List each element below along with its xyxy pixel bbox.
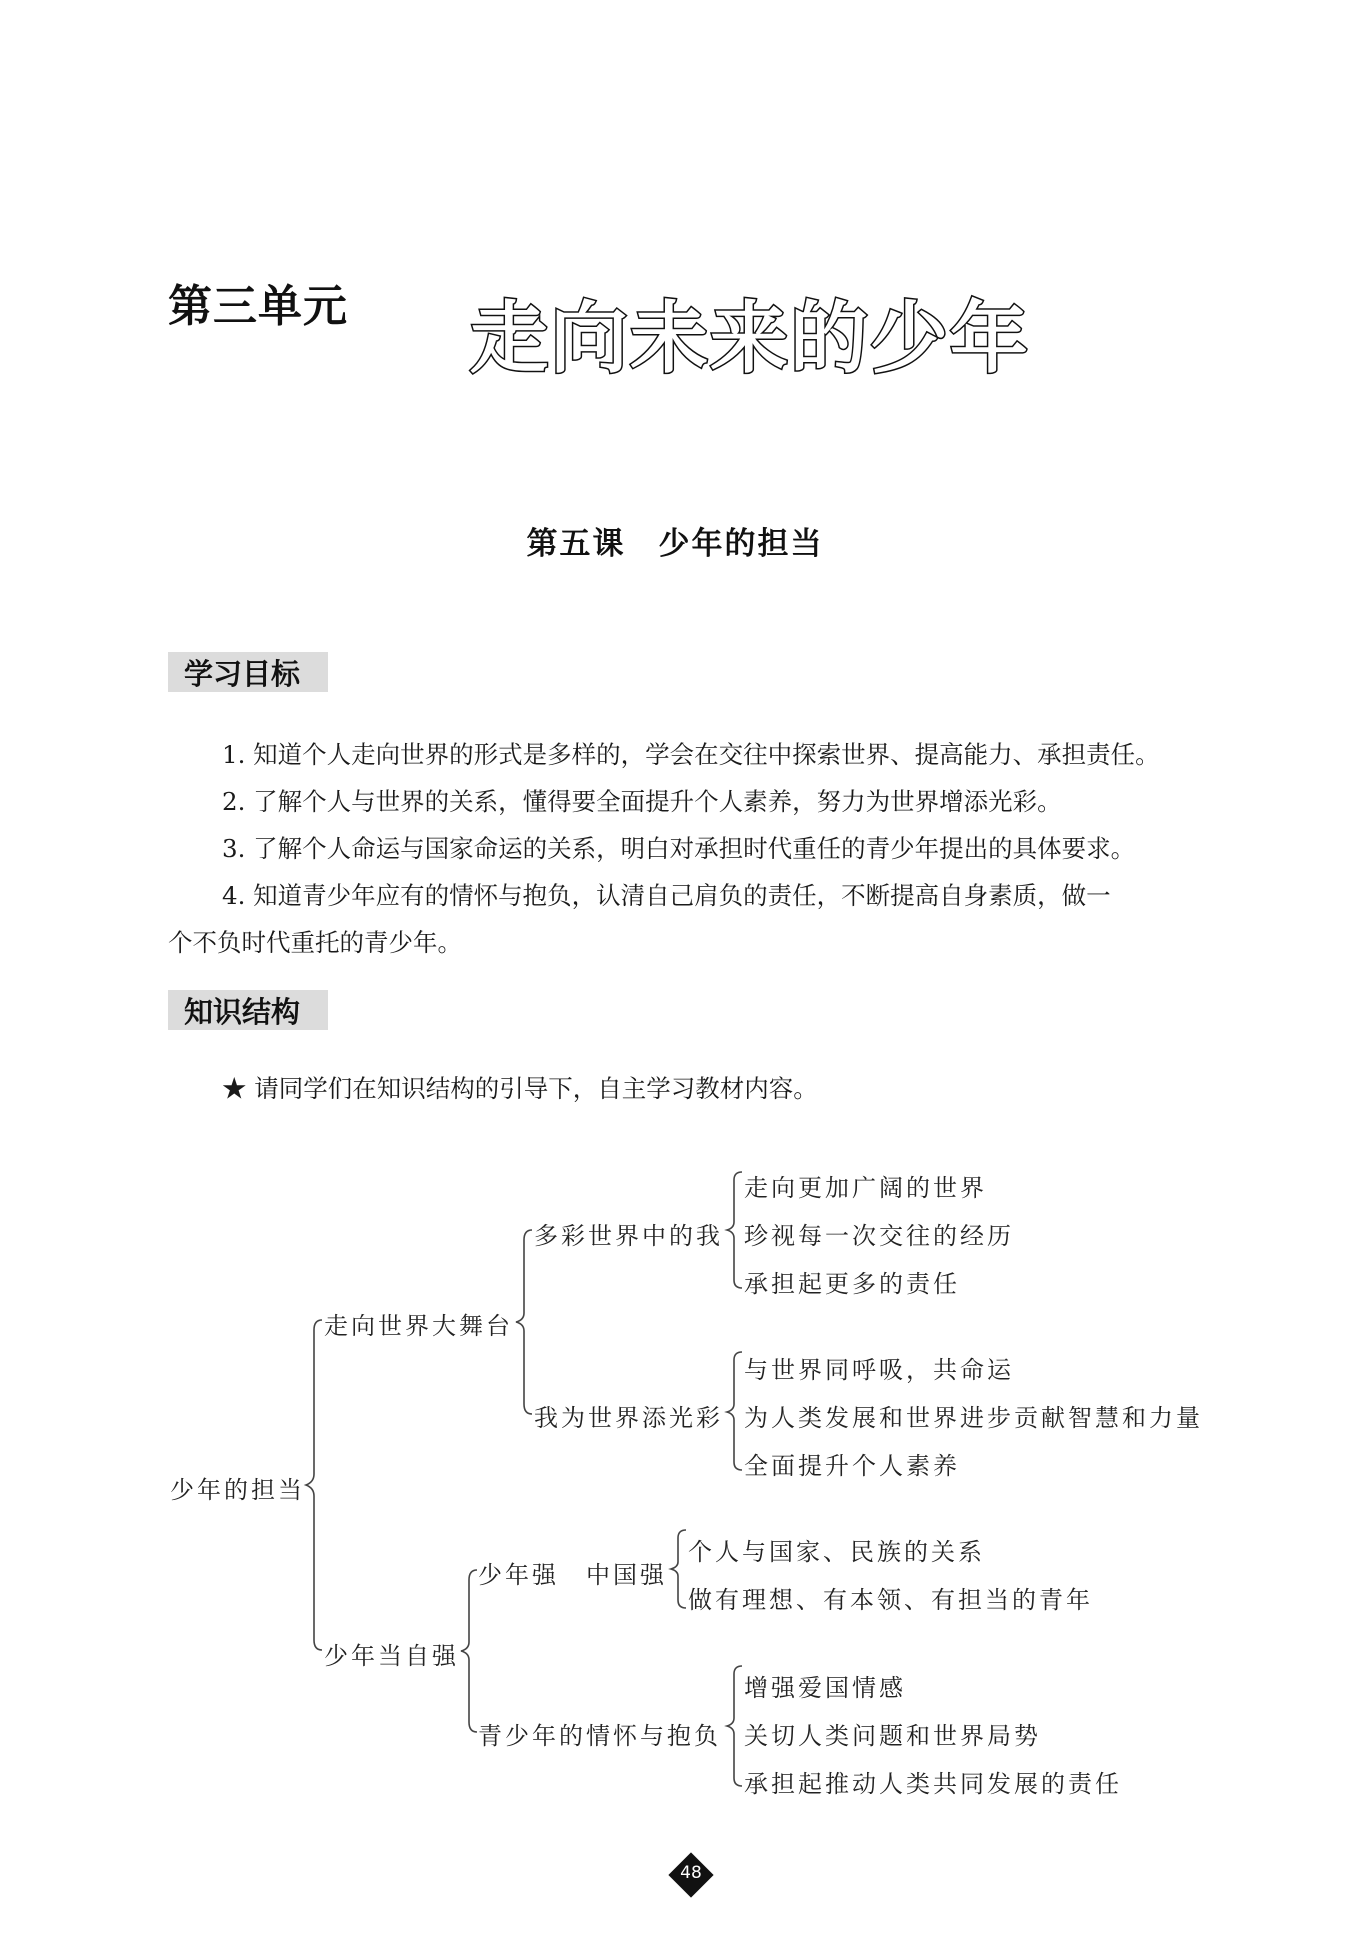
sub-2-label: 我为世界添光彩	[534, 1404, 723, 1432]
leaf-1-1: 走向更加广阔的世界	[744, 1174, 987, 1202]
leaf-3-1: 个人与国家、民族的关系	[688, 1538, 985, 1566]
objective-item-2: 2. 了解个人与世界的关系，懂得要全面提升个人素养，努力为世界增添光彩。	[222, 787, 1062, 816]
branch-2-bracket	[461, 1570, 477, 1732]
root-bracket	[306, 1320, 322, 1650]
page-number-badge	[668, 1852, 714, 1898]
sub-4-label: 青少年的情怀与抱负	[478, 1722, 721, 1750]
page-number: 48	[680, 1863, 702, 1883]
branch-1-label: 走向世界大舞台	[324, 1312, 513, 1340]
sub-2-bracket	[727, 1352, 742, 1470]
unit-title: 走向未来的少年	[470, 294, 1031, 384]
leaf-4-3: 承担起推动人类共同发展的责任	[744, 1770, 1122, 1798]
leaf-1-3: 承担起更多的责任	[744, 1270, 960, 1298]
lesson-title: 第五课 少年的担当	[526, 526, 824, 562]
sub-1-bracket	[727, 1172, 742, 1288]
structure-heading-label: 知识结构	[184, 995, 301, 1029]
leaf-2-2: 为人类发展和世界进步贡献智慧和力量	[744, 1404, 1203, 1432]
leaf-3-2: 做有理想、有本领、有担当的青年	[688, 1586, 1093, 1614]
leaf-4-1: 增强爱国情感	[744, 1674, 906, 1702]
unit-label: 第三单元	[168, 281, 348, 332]
sub-1-label: 多彩世界中的我	[534, 1222, 723, 1250]
objective-item-1: 1. 知道个人走向世界的形式是多样的，学会在交往中探索世界、提高能力、承担责任。	[222, 740, 1160, 769]
branch-2-label: 少年当自强	[324, 1642, 459, 1670]
objective-item-4: 4. 知道青少年应有的情怀与抱负，认清自己肩负的责任，不断提高自身素质，做一	[222, 881, 1111, 910]
objectives-heading-label: 学习目标	[184, 657, 301, 691]
leaf-2-1: 与世界同呼吸，共命运	[744, 1356, 1014, 1384]
tree-root: 少年的担当	[170, 1476, 305, 1504]
objective-item-4-cont: 个不负时代重托的青少年。	[168, 928, 462, 957]
objective-item-3: 3. 了解个人命运与国家命运的关系，明白对承担时代重任的青少年提出的具体要求。	[222, 834, 1136, 863]
leaf-2-3: 全面提升个人素养	[744, 1452, 960, 1480]
leaf-1-2: 珍视每一次交往的经历	[744, 1222, 1014, 1250]
sub-3-bracket	[671, 1530, 686, 1608]
branch-1-bracket	[516, 1230, 532, 1414]
sub-4-bracket	[727, 1666, 742, 1786]
structure-instruction: ★ 请同学们在知识结构的引导下，自主学习教材内容。	[222, 1074, 818, 1103]
sub-3-label: 少年强 中国强	[478, 1561, 667, 1589]
leaf-4-2: 关切人类问题和世界局势	[744, 1722, 1041, 1750]
